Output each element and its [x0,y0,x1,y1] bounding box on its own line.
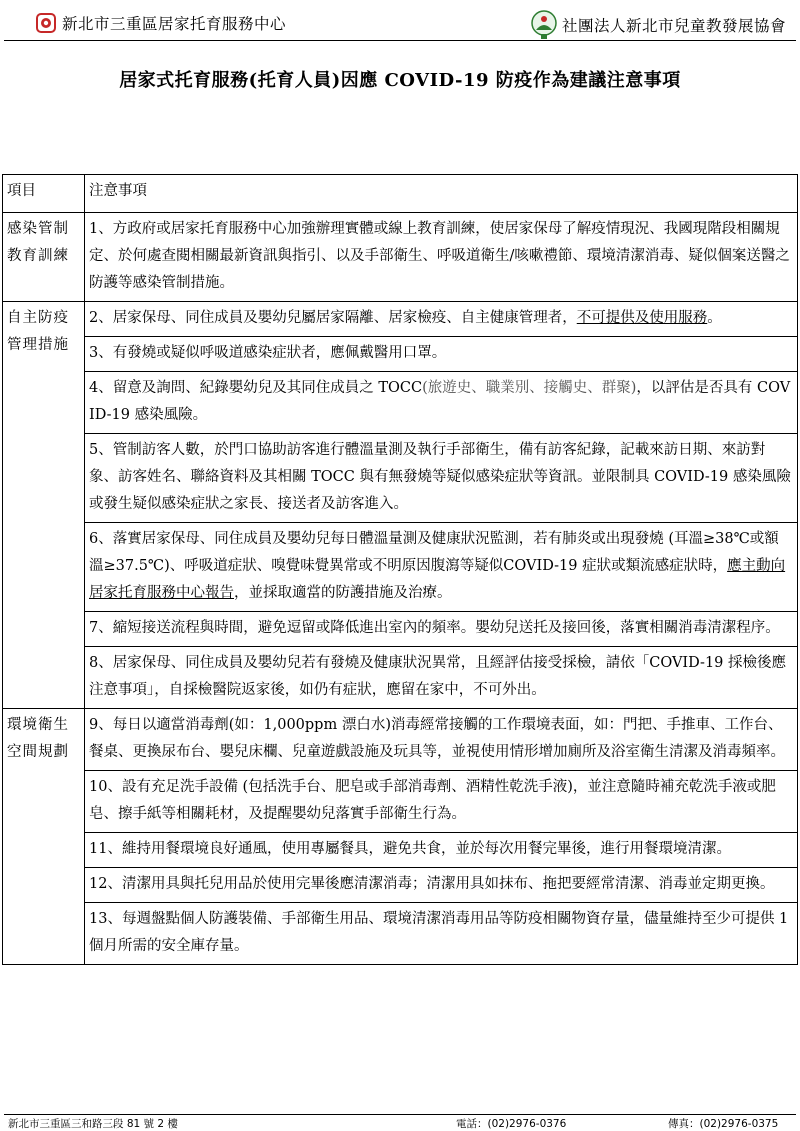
note-text: 9、每日以適當消毒劑(如：1,000ppm 漂白水)消毒經常接觸的工作環境表面，如：門把、手推車、工作台、餐桌、更換尿布台、嬰兒床欄、兒童遊戲設施及玩具等，並視使用情形增加廁所及浴室衛生清潔及消毒頻率。 [89,717,785,760]
note-text: ，以評估是否具有 COVID-19 感染風險。 [89,380,791,423]
note-cell [85,372,798,434]
note-text: 3、有發燒或疑似呼吸道感染症狀者，應佩戴醫用口罩。 [89,345,447,361]
column-header-item: 項目 [3,175,85,213]
association-emblem-icon [530,10,558,40]
note-text: 4、留意及詢問、紀錄嬰幼兒及其同住成員之 TOCC [89,380,423,396]
note-cell [85,523,798,612]
note-text: 7、縮短接送流程與時間，避免逗留或降低進出室內的頻率。嬰幼兒送托及接回後，落實相關消毒清潔程序。 [89,620,780,636]
header-left-org: 新北市三重區居家托育服務中心 [62,15,287,33]
note-text: 1、方政府或居家托育服務中心加強辦理實體或線上教育訓練，使居家保母了解疫情現況、我國現階段相關規定、於何處查閱相關最新資訊與指引、以及手部衛生、呼吸道衛生/咳嗽禮節、環境清潔消毒、疑似個案送醫之防護等感染管制措施。 [89,221,790,291]
category-cell: 環境衛生空間規劃 [3,709,85,965]
note-cell [85,302,798,337]
table-row [3,302,798,337]
footer-tel: 電話：(02)2976-0376 [456,1118,567,1130]
note-cell [85,709,798,771]
note-text: 11、維持用餐環境良好通風，使用專屬餐具，避免共食，並於每次用餐完畢後，進行用餐環境清潔。 [89,841,731,857]
note-text: 2、居家保母、同住成員及嬰幼兒屬居家隔離、居家檢疫、自主健康管理者， [89,310,577,326]
note-cell [85,647,798,709]
table-row [3,868,798,903]
footer-fax: 傳真：(02)2976-0375 [668,1118,779,1130]
table-row [3,372,798,434]
table-row [3,434,798,523]
center-logo-icon [36,13,56,33]
page-footer [0,1112,800,1131]
note-text: 12、清潔用具與托兒用品於使用完畢後應清潔消毒；清潔用具如抹布、拖把要經常清潔、消毒並定期更換。 [89,876,775,892]
footer-address: 新北市三重區三和路三段 81 號 2 樓 [8,1118,178,1130]
emphasized-text: 應主動向居家托育服務中心報告 [89,558,786,601]
note-text: ，並採取適當的防護措施及治療。 [234,585,452,601]
note-cell [85,771,798,833]
note-text: 5、管制訪客人數，於門口協助訪客進行體溫量測及執行手部衛生，備有訪客紀錄，記載來訪日期、來訪對象、訪客姓名、聯絡資料及其相關 TOCC 與有無發燒等疑似感染症狀等資訊。並限制具 COVID-19 感染風險或發生疑似感染症狀之家長、接送者及訪客進入。 [89,442,791,512]
note-text: 6、落實居家保母、同住成員及嬰幼兒每日體溫量測及健康狀況監測，若有肺炎或出現發燒 (耳溫≥38℃或額溫≥37.5℃)、呼吸道症狀、嗅覺味覺異常或不明原因腹瀉等疑似COVID-19 症狀或類流感症狀時， [89,531,779,574]
table-row [3,903,798,965]
table-header-row [3,175,798,213]
note-text: 13、每週盤點個人防護裝備、手部衛生用品、環境清潔消毒用品等防疫相關物資存量，儘量維持至少可提供 1 個月所需的安全庫存量。 [89,911,789,954]
table-row [3,213,798,302]
header-divider [4,40,796,41]
header-right-org: 社團法人新北市兒童教發展協會 [561,17,786,35]
table-row [3,647,798,709]
document-title: 居家式托育服務(托育人員)因應 COVID-19 防疫作為建議注意事項 [119,70,681,91]
header-right [530,10,786,40]
footer-divider [4,1114,796,1115]
emphasized-text: 不可提供及使用服務 [576,310,708,326]
column-header-notes: 注意事項 [85,175,798,213]
category-cell: 感染管制教育訓練 [3,213,85,302]
gray-text: (旅遊史、職業別、接觸史、群聚) [422,380,637,396]
note-cell [85,434,798,523]
table-row [3,523,798,612]
notes-table [2,174,798,965]
table-row [3,612,798,647]
note-cell [85,903,798,965]
table-row [3,337,798,372]
note-cell [85,337,798,372]
note-text: 10、設有充足洗手設備 (包括洗手台、肥皂或手部消毒劑、酒精性乾洗手液)，並注意隨時補充乾洗手液或肥皂、擦手紙等相關耗材，及提醒嬰幼兒落實手部衛生行為。 [89,779,776,822]
table-row [3,709,798,771]
table-row [3,833,798,868]
note-cell [85,833,798,868]
header-left [36,12,286,34]
note-cell [85,213,798,302]
table-row [3,771,798,833]
note-cell [85,868,798,903]
category-cell: 自主防疫管理措施 [3,302,85,709]
page-header [0,0,800,46]
note-text: 8、居家保母、同住成員及嬰幼兒若有發燒及健康狀況異常，且經評估接受採檢，請依「COVID-19 採檢後應注意事項」，自採檢醫院返家後，如仍有症狀，應留在家中，不可外出。 [89,655,787,698]
note-text: 。 [707,310,722,326]
note-cell [85,612,798,647]
